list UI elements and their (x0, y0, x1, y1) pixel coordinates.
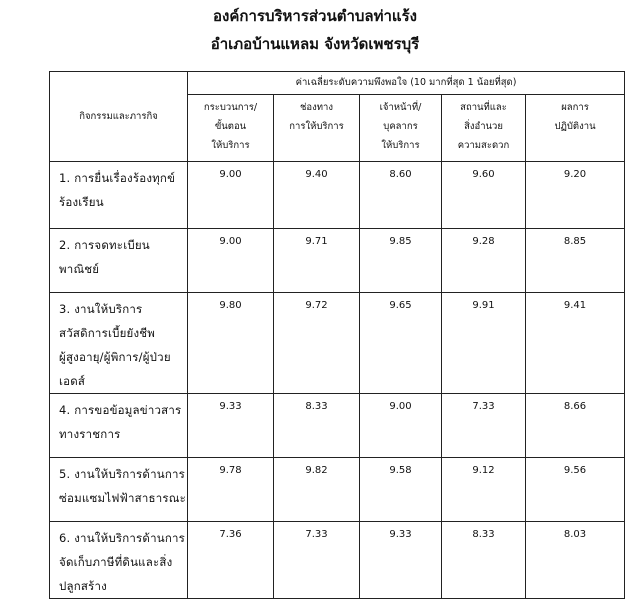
activity-line: สวัสดิการเบี้ยยังชีพ (59, 326, 156, 340)
score-cell: 9.72 (274, 293, 360, 394)
score-cell: 7.33 (442, 394, 526, 458)
column-header-line: กระบวนการ/ (203, 102, 258, 113)
column-header-line: ขั้นตอน (214, 121, 247, 132)
document-title: องค์การบริหารส่วนตำบลท่าแร้ง (213, 7, 417, 25)
table-row (50, 458, 625, 522)
score-cell: 7.33 (274, 522, 360, 599)
column-header-line: สถานที่และ (460, 102, 507, 113)
column-header-line: การให้บริการ (289, 121, 344, 132)
activity-cell (50, 458, 188, 522)
score-cell: 9.41 (526, 293, 625, 394)
activity-line: ทางราชการ (59, 427, 121, 441)
activity-line: 2. การจดทะเบียน (59, 238, 150, 252)
score-cell: 8.03 (526, 522, 625, 599)
score-cell: 9.28 (442, 229, 526, 293)
activity-line: พาณิชย์ (59, 262, 100, 276)
activity-line: ผู้สูงอายุ/ผู้พิการ/ผู้ป่วย (59, 350, 171, 364)
column-header-line: ปฏิบัติงาน (554, 121, 596, 132)
satisfaction-group-header: ค่าเฉลี่ยระดับความพึงพอใจ (10 มากที่สุด 1 น้อยที่สุด) (188, 72, 625, 95)
column-header-line: บุคลากร (383, 121, 418, 132)
activity-line: 1. การยื่นเรื่องร้องทุกข์ (59, 171, 176, 185)
score-cell: 8.85 (526, 229, 625, 293)
activity-column-header: กิจกรรมและภารกิจ (50, 72, 188, 162)
activity-cell (50, 229, 188, 293)
score-cell: 8.60 (360, 162, 442, 229)
score-cell: 9.91 (442, 293, 526, 394)
score-cell: 9.00 (188, 229, 274, 293)
column-header-line: ให้บริการ (211, 140, 250, 151)
score-cell: 9.85 (360, 229, 442, 293)
score-cell: 9.58 (360, 458, 442, 522)
activity-cell (50, 394, 188, 458)
score-cell: 9.33 (188, 394, 274, 458)
table-row (50, 522, 625, 599)
table-row (50, 394, 625, 458)
score-cell: 9.65 (360, 293, 442, 394)
activity-line: 4. การขอข้อมูลข่าวสาร (59, 403, 182, 417)
column-header-line: สิ่งอำนวย (464, 121, 503, 132)
score-cell: 8.33 (442, 522, 526, 599)
table-row (50, 229, 625, 293)
score-cell: 9.40 (274, 162, 360, 229)
score-cell: 9.80 (188, 293, 274, 394)
activity-line: 3. งานให้บริการ (59, 302, 143, 316)
score-cell: 9.33 (360, 522, 442, 599)
score-cell: 9.20 (526, 162, 625, 229)
activity-line: จัดเก็บภาษีที่ดินและสิ่ง (59, 555, 173, 569)
column-header (188, 95, 274, 162)
document-subtitle: อำเภอบ้านแหลม จังหวัดเพชรบุรี (210, 35, 420, 53)
score-cell: 9.00 (360, 394, 442, 458)
column-header (526, 95, 625, 162)
column-header-line: ช่องทาง (299, 102, 334, 113)
column-header-line: ผลการ (561, 102, 589, 113)
activity-line: ซ่อมแซมไฟฟ้าสาธารณะ (59, 491, 186, 505)
table-row (50, 162, 625, 229)
activity-cell (50, 522, 188, 599)
activity-line: ร้องเรียน (59, 195, 104, 209)
column-header (442, 95, 526, 162)
activity-line: เอดส์ (59, 374, 86, 388)
column-header (360, 95, 442, 162)
score-cell: 8.66 (526, 394, 625, 458)
activity-cell (50, 162, 188, 229)
score-cell: 8.33 (274, 394, 360, 458)
score-cell: 9.78 (188, 458, 274, 522)
score-cell: 7.36 (188, 522, 274, 599)
score-cell: 9.71 (274, 229, 360, 293)
activity-line: ปลูกสร้าง (59, 579, 107, 593)
score-cell: 9.60 (442, 162, 526, 229)
column-header-line: ให้บริการ (381, 140, 420, 151)
column-header-line: ความสะดวก (457, 140, 510, 151)
table-row (50, 293, 625, 394)
satisfaction-table (49, 71, 625, 599)
activity-cell (50, 293, 188, 394)
score-cell: 9.00 (188, 162, 274, 229)
column-header-line: เจ้าหน้าที่/ (379, 102, 422, 113)
score-cell: 9.56 (526, 458, 625, 522)
score-cell: 9.82 (274, 458, 360, 522)
activity-line: 5. งานให้บริการด้านการ (59, 467, 186, 481)
score-cell: 9.12 (442, 458, 526, 522)
activity-line: 6. งานให้บริการด้านการ (59, 531, 186, 545)
column-header (274, 95, 360, 162)
